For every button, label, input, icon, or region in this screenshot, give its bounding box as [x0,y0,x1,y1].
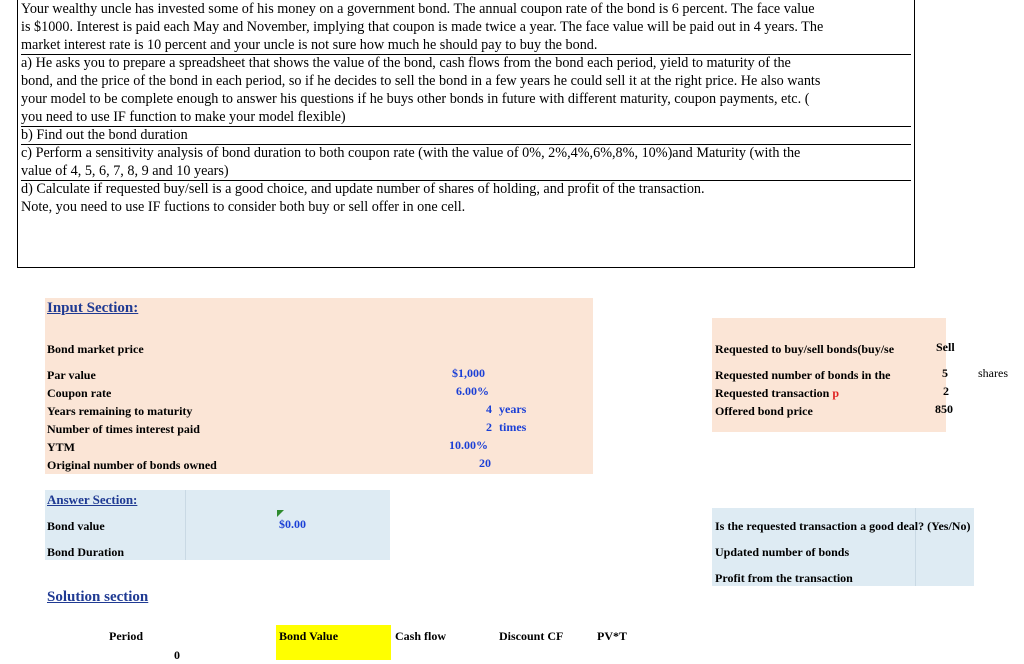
par-value-cell[interactable]: $1,000 [452,366,485,380]
par-value-label: Par value [47,368,96,382]
cash-flow-header: Cash flow [395,629,447,643]
times-cell[interactable]: 2 [486,420,492,434]
period-zero-cell[interactable]: 0 [174,648,180,662]
problem-line-1: Your wealthy uncle has invested some of his money on a government bond. The annual coupon rate of the bond is 6 percent. The face value [21,1,815,17]
bond-value-label: Bond value [47,519,105,533]
bond-value-cell[interactable]: $0.00 [279,517,306,531]
transaction-label-red: p [832,386,840,400]
problem-line-2: is $1000. Interest is paid each May and November, implying that coupon is made twice a year. The face value will be paid out in 4 years. The [21,19,824,35]
problem-line-7: you need to use IF function to make your model flexible) [21,109,346,125]
input-section-bg [45,298,593,474]
ytm-label: YTM [47,440,75,454]
problem-statement [17,0,915,268]
answer-section-title: Answer Section: [47,492,138,507]
answer-section-gridline [185,490,186,560]
coupon-rate-label: Coupon rate [47,386,112,400]
problem-line-3: market interest rate is 10 percent and your uncle is not sure how much he should pay to buy the bond. [21,37,598,53]
bond-market-price-label: Bond market price [47,342,144,356]
years-unit: years [499,402,527,416]
problem-line-10: value of 4, 5, 6, 7, 8, 9 and 10 years) [21,163,229,179]
problem-line-12: Note, you need to use IF fuctions to consider both buy or sell offer in one cell. [21,199,466,215]
problem-line-9: c) Perform a sensitivity analysis of bond duration to both coupon rate (with the value of 0%, 2%,4%,6%,8%, 10%)and Maturity (with the [21,145,801,161]
years-label: Years remaining to maturity [47,404,193,418]
pvt-header: PV*T [597,629,627,643]
orig-bonds-label: Original number of bonds owned [47,458,217,472]
num-bonds-unit: shares [978,366,1008,380]
ytm-cell[interactable]: 10.00% [449,438,488,452]
buy-sell-cell[interactable]: Sell [936,340,955,354]
bond-value-first-cell[interactable] [276,645,391,660]
profit-label: Profit from the transaction [715,571,853,585]
problem-line-8: b) Find out the bond duration [21,127,188,143]
problem-line-11: d) Calculate if requested buy/sell is a good choice, and update number of shares of holding, and profit of the transaction. [21,181,705,197]
years-cell[interactable]: 4 [486,402,492,416]
good-deal-label: Is the requested transaction a good deal? (Yes/No) [715,519,971,533]
transaction-label [715,384,839,402]
bond-duration-label: Bond Duration [47,545,125,559]
coupon-rate-cell[interactable]: 6.00% [456,384,489,398]
offered-price-label: Offered bond price [715,404,813,418]
buy-sell-label: Requested to buy/sell bonds(buy/se [715,342,895,356]
bond-value-header: Bond Value [279,629,339,643]
solution-section-title: Solution section [47,589,149,605]
updated-bonds-label: Updated number of bonds [715,545,850,559]
num-bonds-label: Requested number of bonds in the [715,368,891,382]
transaction-cell[interactable]: 2 [943,384,949,398]
num-bonds-cell[interactable]: 5 [942,366,948,380]
problem-line-6: your model to be complete enough to answer his questions if he buys other bonds in future with different maturity, coupon payments, etc. ( [21,91,810,107]
discount-cf-header: Discount CF [499,629,564,643]
offered-price-cell[interactable]: 850 [935,402,953,416]
problem-line-5: bond, and the price of the bond in each period, so if he decides to sell the bond in a few years he could sell it at the right price. He also wants [21,73,821,89]
cell-flag-icon [277,510,284,517]
transaction-label-text: Requested transaction [715,386,833,400]
problem-line-4: a) He asks you to prepare a spreadsheet that shows the value of the bond, cash flows from the bond each period, yield to maturity of the [21,55,791,71]
input-section-title: Input Section: [47,300,139,316]
period-header: Period [109,629,143,643]
orig-bonds-cell[interactable]: 20 [479,456,491,470]
times-label: Number of times interest paid [47,422,200,436]
times-unit: times [499,420,527,434]
